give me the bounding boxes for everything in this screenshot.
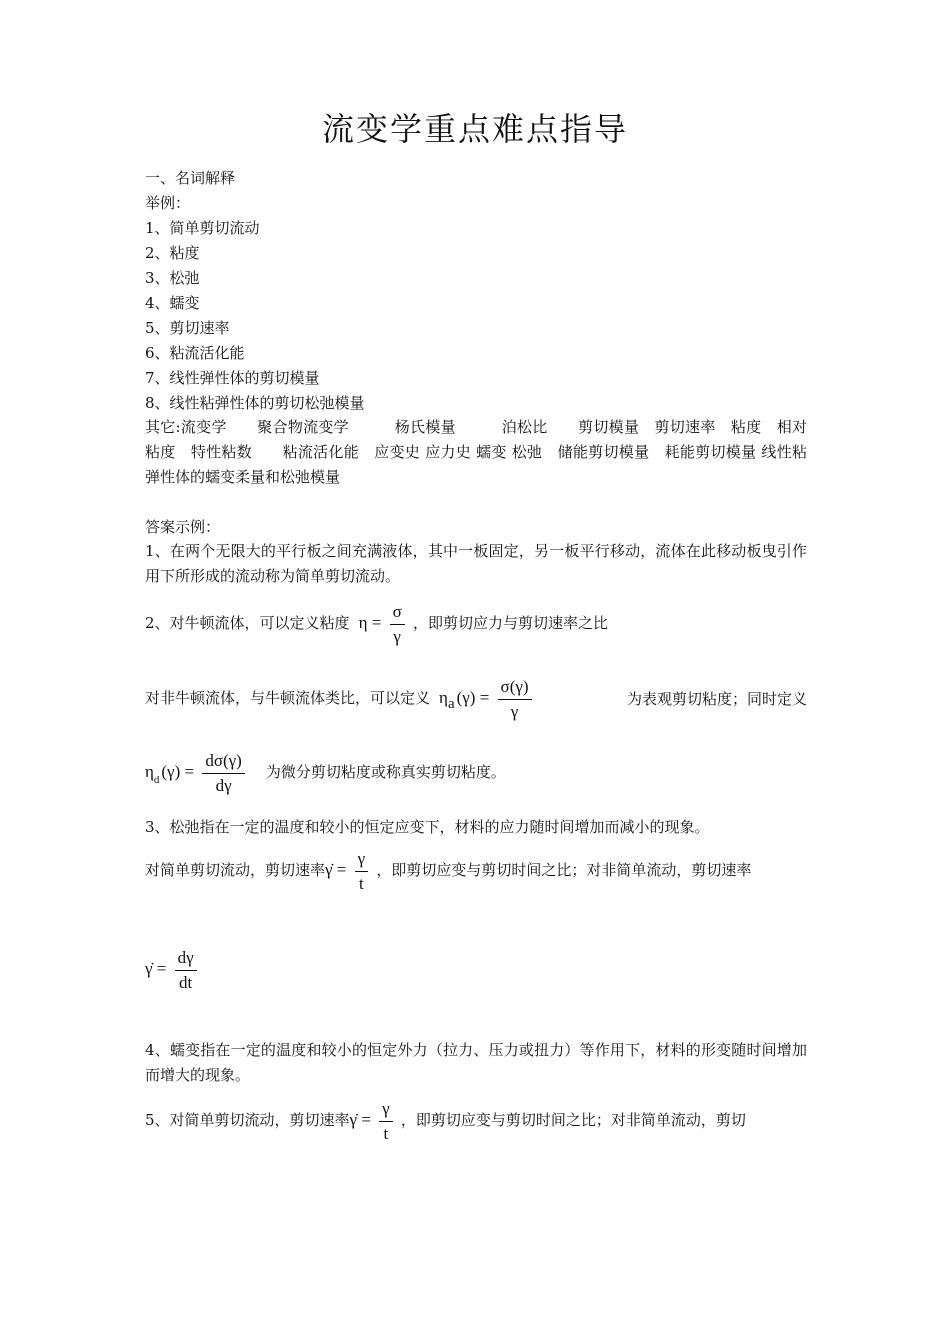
fraction [202, 751, 245, 796]
document-title: 流变学重点难点指导 [321, 110, 628, 148]
fraction [498, 677, 532, 722]
answer-2c [145, 748, 506, 798]
list-item: 3、松弛 [145, 269, 200, 287]
gamma-dot-symbol: γ̇ [325, 860, 333, 879]
argument: (γ) [161, 762, 181, 781]
answer-4: 4、蠕变指在一定的温度和较小的恒定外力（拉力、压力或扭力）等作用下，材料的形变随时间增加而增大的现象。 [145, 1041, 807, 1084]
fraction [379, 1099, 393, 1144]
answer-5-suffix: ，即剪切应变与剪切时间之比；对非简单流动，剪切 [400, 1111, 746, 1129]
list-item: 6、粘流活化能 [145, 344, 245, 362]
denominator: dγ [215, 775, 232, 795]
denominator: dt [179, 972, 193, 992]
equals-sign: = [184, 762, 195, 781]
argument: (γ) [456, 688, 476, 707]
answer-2b-suffix: 为表观剪切粘度；同时定义 [626, 689, 807, 708]
answer-2-prefix: 2、对牛顿流体，可以定义粘度 [145, 614, 350, 632]
list-item: 2、粘度 [145, 244, 200, 262]
equals-sign: = [479, 688, 490, 707]
section-heading: 一、名词解释 [145, 169, 236, 187]
fraction [355, 849, 369, 894]
answer-5 [145, 1096, 746, 1144]
shear-rate-formula [349, 1098, 401, 1143]
equals-sign: = [156, 959, 167, 978]
list-item: 5、剪切速率 [145, 319, 230, 337]
denominator: t [359, 873, 364, 893]
shear-rate-derivative [145, 945, 201, 993]
denominator: γ [510, 701, 519, 721]
answer-3: 3、松弛指在一定的温度和较小的恒定应变下，材料的应力随时间增加而减小的现象。 [145, 818, 710, 836]
eta-symbol: η [145, 762, 154, 781]
numerator: γ [355, 849, 369, 872]
list-item: 8、线性粘弹性体的剪切松弛模量 [145, 394, 365, 412]
answer-3b [145, 846, 751, 894]
gamma-dot-symbol: γ̇ [349, 1110, 358, 1129]
answer-3b-suffix: ，即剪切应变与剪切时间之比；对非简单流动，剪切速率 [376, 861, 752, 879]
eta-symbol: η [358, 613, 368, 632]
fraction [175, 948, 197, 993]
other-terms-paragraph: 其它:流变学 聚合物流变学 杨氏模量 泊松比 剪切模量 剪切速率 粘度 相对粘度 特性粘数 粘流活化能 应变史 应力史 蠕变 松弛 储能剪切模量 耗能剪切模量 线性粘弹性体的蠕变柔量和松弛模量 [145, 418, 807, 486]
numerator: σ(γ) [498, 677, 532, 700]
numerator: γ [379, 1099, 393, 1122]
answers-label: 答案示例： [145, 518, 221, 536]
gamma-dot-symbol: γ̇ [145, 959, 153, 978]
answer-2-suffix: ，即剪切应力与剪切速率之比 [412, 614, 608, 632]
equals-sign: = [371, 613, 382, 632]
numerator: dσ(γ) [202, 751, 245, 774]
subscript-a: a [447, 696, 455, 712]
fraction [390, 602, 405, 647]
equals-sign: = [336, 860, 347, 879]
denominator: γ [393, 626, 401, 646]
answer-3b-prefix: 对简单剪切流动，剪切速率 [145, 861, 326, 879]
answer-2b [145, 674, 807, 723]
list-item: 4、蠕变 [145, 294, 200, 312]
answer-1: 1、在两个无限大的平行板之间充满液体，其中一板固定，另一板平行移动，流体在此移动板曳引作用下所形成的流动称为简单剪切流动。 [145, 542, 807, 585]
example-label: 举例： [145, 194, 191, 212]
viscosity-formula [354, 601, 413, 646]
list-item: 7、线性弹性体的剪切模量 [145, 369, 320, 387]
answer-2c-suffix: 为微分剪切粘度或称真实剪切粘度。 [265, 763, 506, 781]
answer-2b-prefix: 对非牛顿流体，与牛顿流体类比，可以定义 [145, 689, 431, 707]
answer-2 [145, 599, 608, 647]
numerator: dγ [175, 948, 197, 971]
eta-symbol: η [439, 688, 448, 707]
equals-sign: = [361, 1110, 371, 1129]
denominator: t [383, 1123, 389, 1143]
answer-5-prefix: 5、对简单剪切流动，剪切速率 [145, 1111, 350, 1129]
subscript-d: d [153, 774, 160, 786]
shear-rate-formula [325, 848, 376, 893]
list-item: 1、简单剪切流动 [145, 219, 260, 237]
numerator: σ [390, 602, 405, 625]
